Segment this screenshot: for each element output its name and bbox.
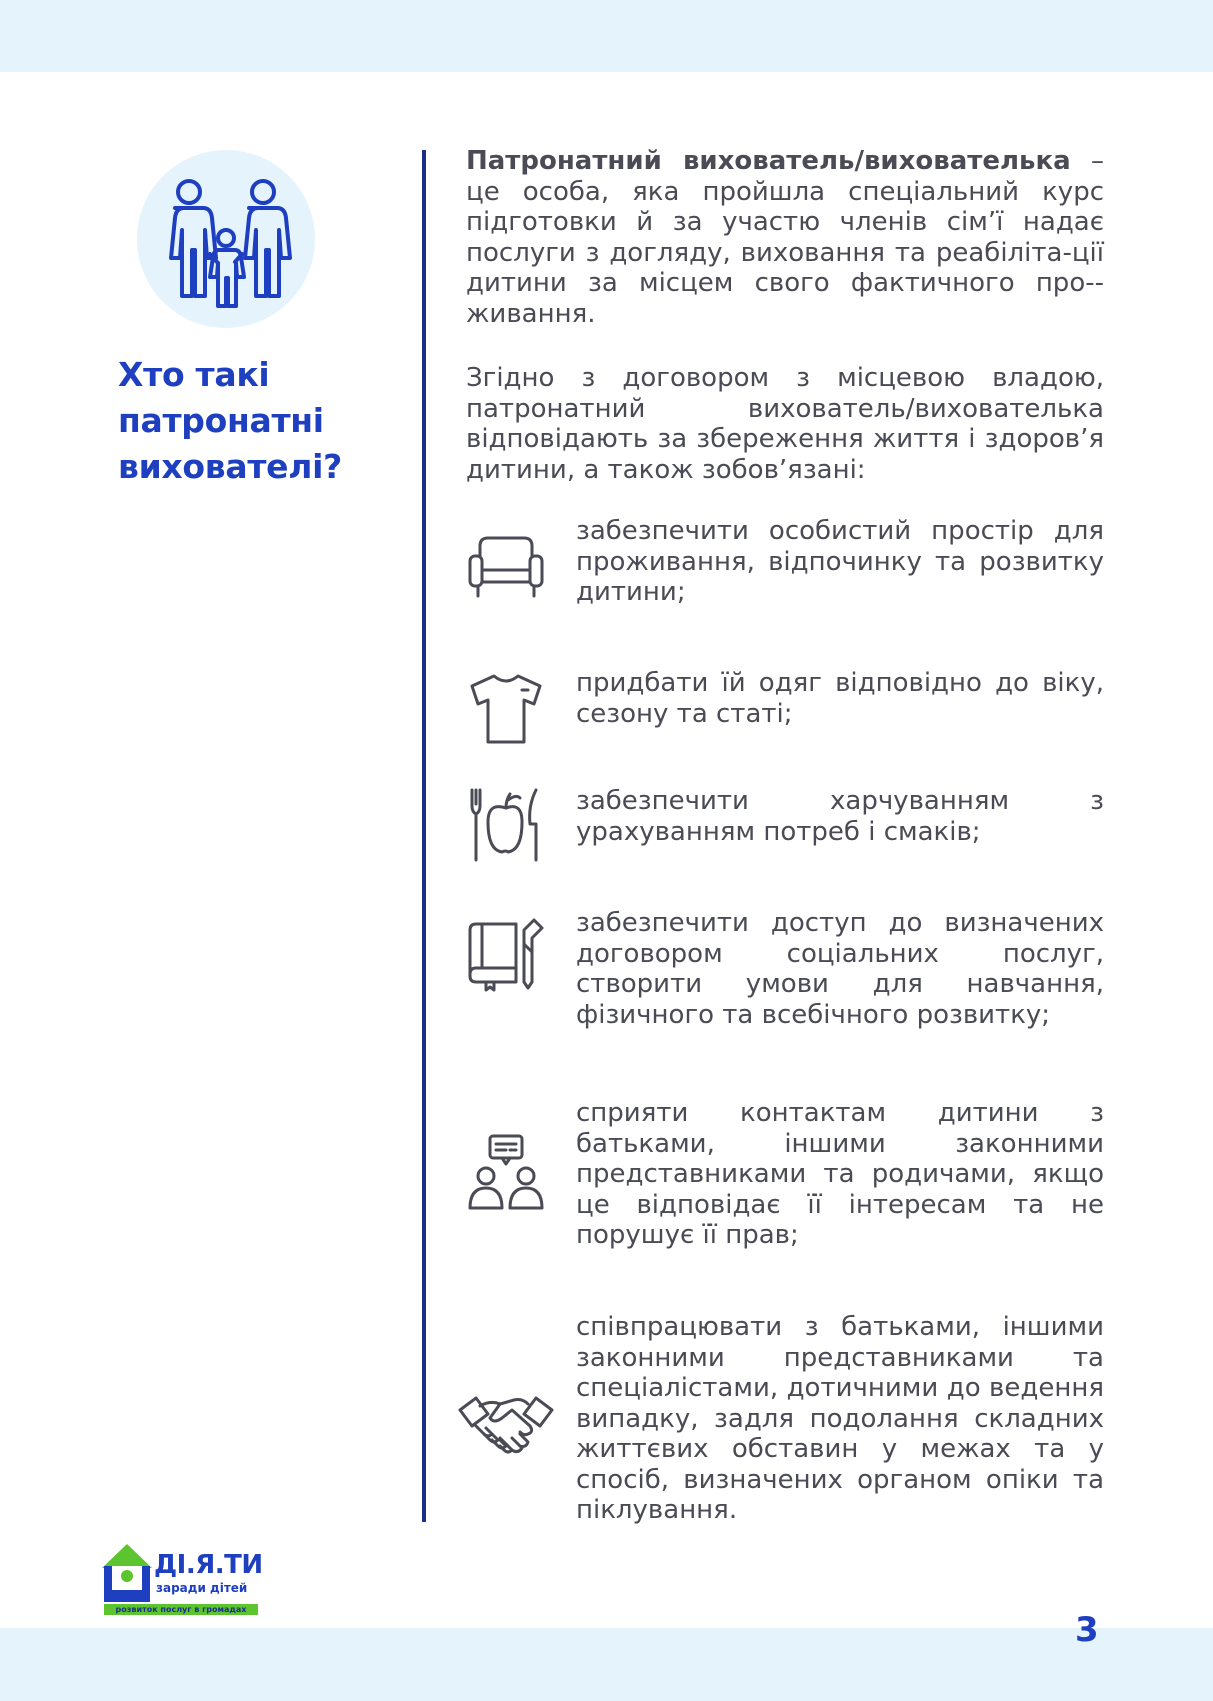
duty-text: сприяти контактам дитини з батьками, іншими законними представниками та родичами, якщо це відповідає її інтересам та не порушує її прав; bbox=[576, 1098, 1104, 1250]
main-content bbox=[466, 146, 1104, 1525]
family-illustration bbox=[137, 150, 315, 328]
logo-subtitle: заради дітей bbox=[156, 1581, 248, 1595]
tshirt-icon bbox=[466, 668, 546, 748]
logo-title: ДІ.Я.ТИ bbox=[154, 1550, 263, 1580]
book-pencil-icon bbox=[466, 914, 546, 994]
duty-text: придбати їй одяг відповідно до віку, сезону та статі; bbox=[576, 668, 1104, 729]
top-band bbox=[0, 0, 1213, 72]
page-heading bbox=[118, 352, 378, 490]
vertical-divider bbox=[422, 150, 426, 1522]
armchair-icon bbox=[466, 526, 546, 606]
definition-paragraph bbox=[466, 146, 1104, 329]
duty-text: забезпечити харчуванням з урахуванням потреб і смаків; bbox=[576, 786, 1104, 847]
definition-text: – це особа, яка пройшла спеціальний курс підготовки й за участю членів сім’ї надає послуги з догляду, виховання та реабіліта-ції дитини за місцем свого фактичного про-живання. bbox=[466, 146, 1104, 329]
project-logo bbox=[100, 1540, 270, 1620]
duty-text: співпрацювати з батьками, іншими законними представниками та спеціалістами, дотичними до ведення випадку, задля подолання складних життєвих обставин у межах та у спосіб, визначених органом опіки та піклування. bbox=[576, 1312, 1104, 1525]
defined-term: Патронатний вихователь/вихователька bbox=[466, 146, 1071, 176]
duty-text: забезпечити особистий простір для проживання, відпочинку та розвитку дитини; bbox=[576, 516, 1104, 607]
heading-line: патронатні bbox=[118, 401, 324, 440]
obligations-intro: Згідно з договором з місцевою владою, патронатний вихователь/вихователька відповідають за збереження життя і здоров’я дитини, а також зобов’язані: bbox=[466, 363, 1104, 485]
fork-apple-knife-icon bbox=[466, 786, 546, 866]
house-logo-icon bbox=[100, 1542, 154, 1604]
heading-line: Хто такі bbox=[118, 355, 270, 394]
handshake-icon bbox=[456, 1386, 556, 1466]
page-number: 3 bbox=[1075, 1610, 1099, 1650]
people-chat-icon bbox=[466, 1132, 546, 1212]
logo-tagline: розвиток послуг в громадах bbox=[104, 1604, 258, 1615]
heading-line: вихователі? bbox=[118, 447, 342, 486]
duty-text: забезпечити доступ до визначених договором соціальних послуг, створити умови для навчання, фізичного та всебічного розвитку; bbox=[576, 908, 1104, 1030]
family-icon bbox=[137, 150, 315, 328]
bottom-band bbox=[0, 1628, 1213, 1701]
